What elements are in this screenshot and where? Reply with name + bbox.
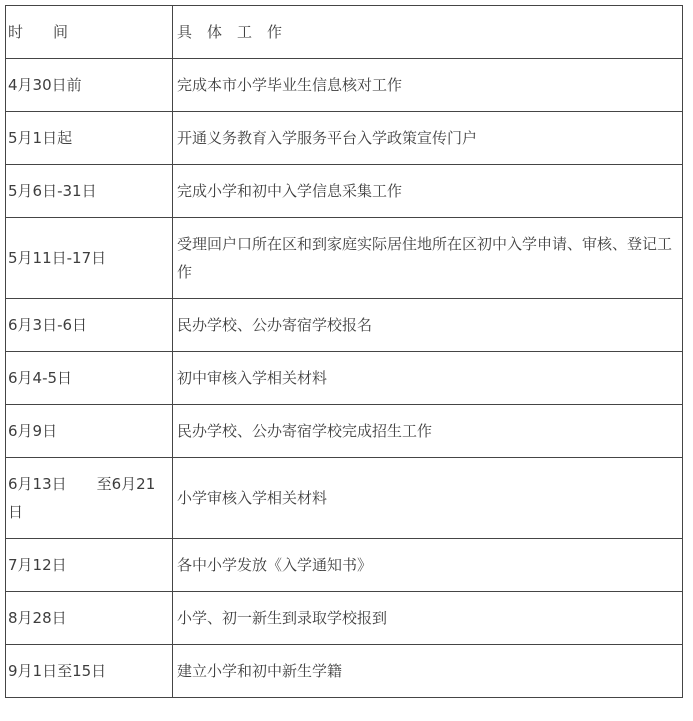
time-cell: 6月4-5日	[6, 352, 173, 405]
work-cell: 初中审核入学相关材料	[173, 352, 683, 405]
time-cell: 5月11日-17日	[6, 218, 173, 299]
time-cell: 6月3日-6日	[6, 299, 173, 352]
table-row	[6, 539, 683, 592]
time-cell: 8月28日	[6, 592, 173, 645]
work-column-header: 具 体 工 作	[173, 6, 683, 59]
work-cell: 民办学校、公办寄宿学校报名	[173, 299, 683, 352]
time-cell: 6月9日	[6, 405, 173, 458]
table-row	[6, 165, 683, 218]
time-column-header: 时 间	[6, 6, 173, 59]
time-cell: 5月1日起	[6, 112, 173, 165]
table-header-row	[6, 6, 683, 59]
table-row	[6, 352, 683, 405]
time-cell: 9月1日至15日	[6, 645, 173, 698]
time-cell: 7月12日	[6, 539, 173, 592]
work-cell: 各中小学发放《入学通知书》	[173, 539, 683, 592]
work-cell: 受理回户口所在区和到家庭实际居住地所在区初中入学申请、审核、登记工作	[173, 218, 683, 299]
table-row	[6, 299, 683, 352]
table-row	[6, 405, 683, 458]
work-cell: 小学审核入学相关材料	[173, 458, 683, 539]
table-row	[6, 645, 683, 698]
time-cell: 4月30日前	[6, 59, 173, 112]
work-cell: 民办学校、公办寄宿学校完成招生工作	[173, 405, 683, 458]
table-row	[6, 112, 683, 165]
work-cell: 完成小学和初中入学信息采集工作	[173, 165, 683, 218]
work-cell: 建立小学和初中新生学籍	[173, 645, 683, 698]
time-cell: 6月13日 至6月21日	[6, 458, 173, 539]
schedule-table	[5, 5, 683, 698]
work-cell: 小学、初一新生到录取学校报到	[173, 592, 683, 645]
time-cell: 5月6日-31日	[6, 165, 173, 218]
table-row	[6, 458, 683, 539]
work-cell: 开通义务教育入学服务平台入学政策宣传门户	[173, 112, 683, 165]
table-row	[6, 59, 683, 112]
table-row	[6, 218, 683, 299]
work-cell: 完成本市小学毕业生信息核对工作	[173, 59, 683, 112]
table-row	[6, 592, 683, 645]
